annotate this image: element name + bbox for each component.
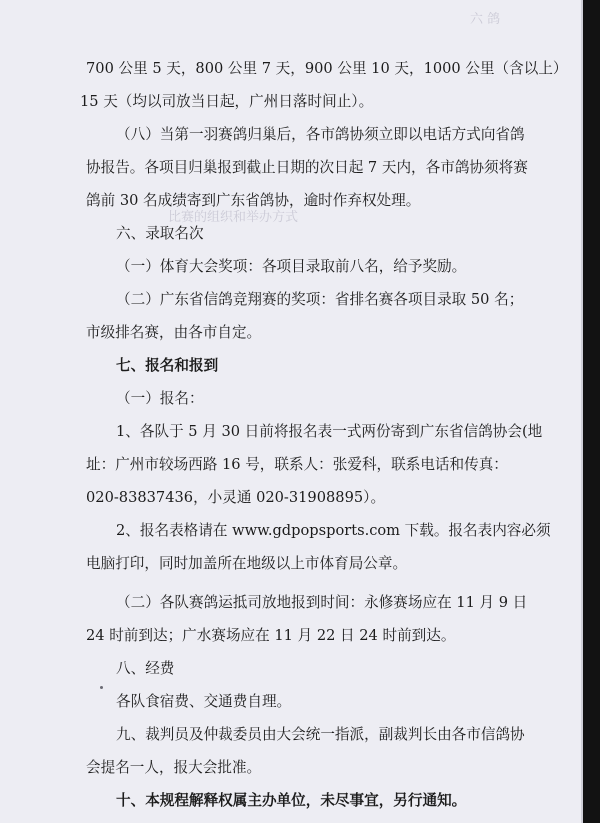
- text-line: 24 时前到达；广水赛场应在 11 月 22 日 24 时前到达。: [86, 627, 456, 644]
- section-heading: 十、本规程解释权属主办单位，未尽事宜，另行通知。: [116, 792, 467, 809]
- text-line: 各队食宿费、交通费自理。: [116, 693, 292, 710]
- text-line: 700 公里 5 天，800 公里 7 天，900 公里 10 天，1000 公里（含以上）: [86, 60, 568, 77]
- text-line: （八）当第一羽赛鸽归巢后，各市鸽协须立即以电话方式向省鸽: [116, 126, 525, 143]
- bleed-through-text: 比赛的组织和举办方式: [168, 210, 299, 225]
- section-heading: 七、报名和报到: [116, 357, 219, 374]
- text-line: 鸽前 30 名成绩寄到广东省鸽协，逾时作弃权处理。: [86, 192, 421, 209]
- document-body: [80, 52, 568, 817]
- text-line: 九、裁判员及仲裁委员由大会统一指派，副裁判长由各市信鸽协: [116, 726, 525, 743]
- text-line: 2、报名表格请在 www.gdpopsports.com 下载。报名表内容必须: [116, 522, 551, 539]
- text-line: 市级排名赛，由各市自定。: [86, 324, 262, 341]
- text-line: 020-83837436，小灵通 020-31908895）。: [86, 489, 386, 506]
- text-line: 协报告。各项目归巢报到截止日期的次日起 7 天内，各市鸽协须将赛: [86, 159, 528, 176]
- text-line: （二）各队赛鸽运抵司放地报到时间：永修赛场应在 11 月 9 日: [116, 594, 528, 611]
- text-line: （一）体育大会奖项：各项目录取前八名，给予奖励。: [116, 258, 467, 275]
- text-line: （二）广东省信鸽竞翔赛的奖项：省排名赛各项目录取 50 名；: [116, 291, 524, 308]
- text-line: 会提名一人，报大会批准。: [86, 759, 262, 776]
- bleed-through-text: 六 鸽: [470, 12, 501, 27]
- text-line: 电脑打印，同时加盖所在地级以上市体育局公章。: [86, 555, 408, 572]
- scan-edge: [583, 0, 600, 823]
- text-line: （一）报名：: [116, 390, 204, 407]
- text-line: 15 天（均以司放当日起，广州日落时间止）。: [80, 93, 374, 110]
- scan-speck: [100, 686, 103, 689]
- section-heading: 八、经费: [116, 660, 175, 677]
- section-heading: 六、录取名次: [116, 225, 204, 242]
- text-line: 址：广州市较场西路 16 号，联系人：张爱科，联系电话和传真：: [86, 456, 508, 473]
- text-line: 1、各队于 5 月 30 日前将报名表一式两份寄到广东省信鸽协会(地: [116, 423, 543, 440]
